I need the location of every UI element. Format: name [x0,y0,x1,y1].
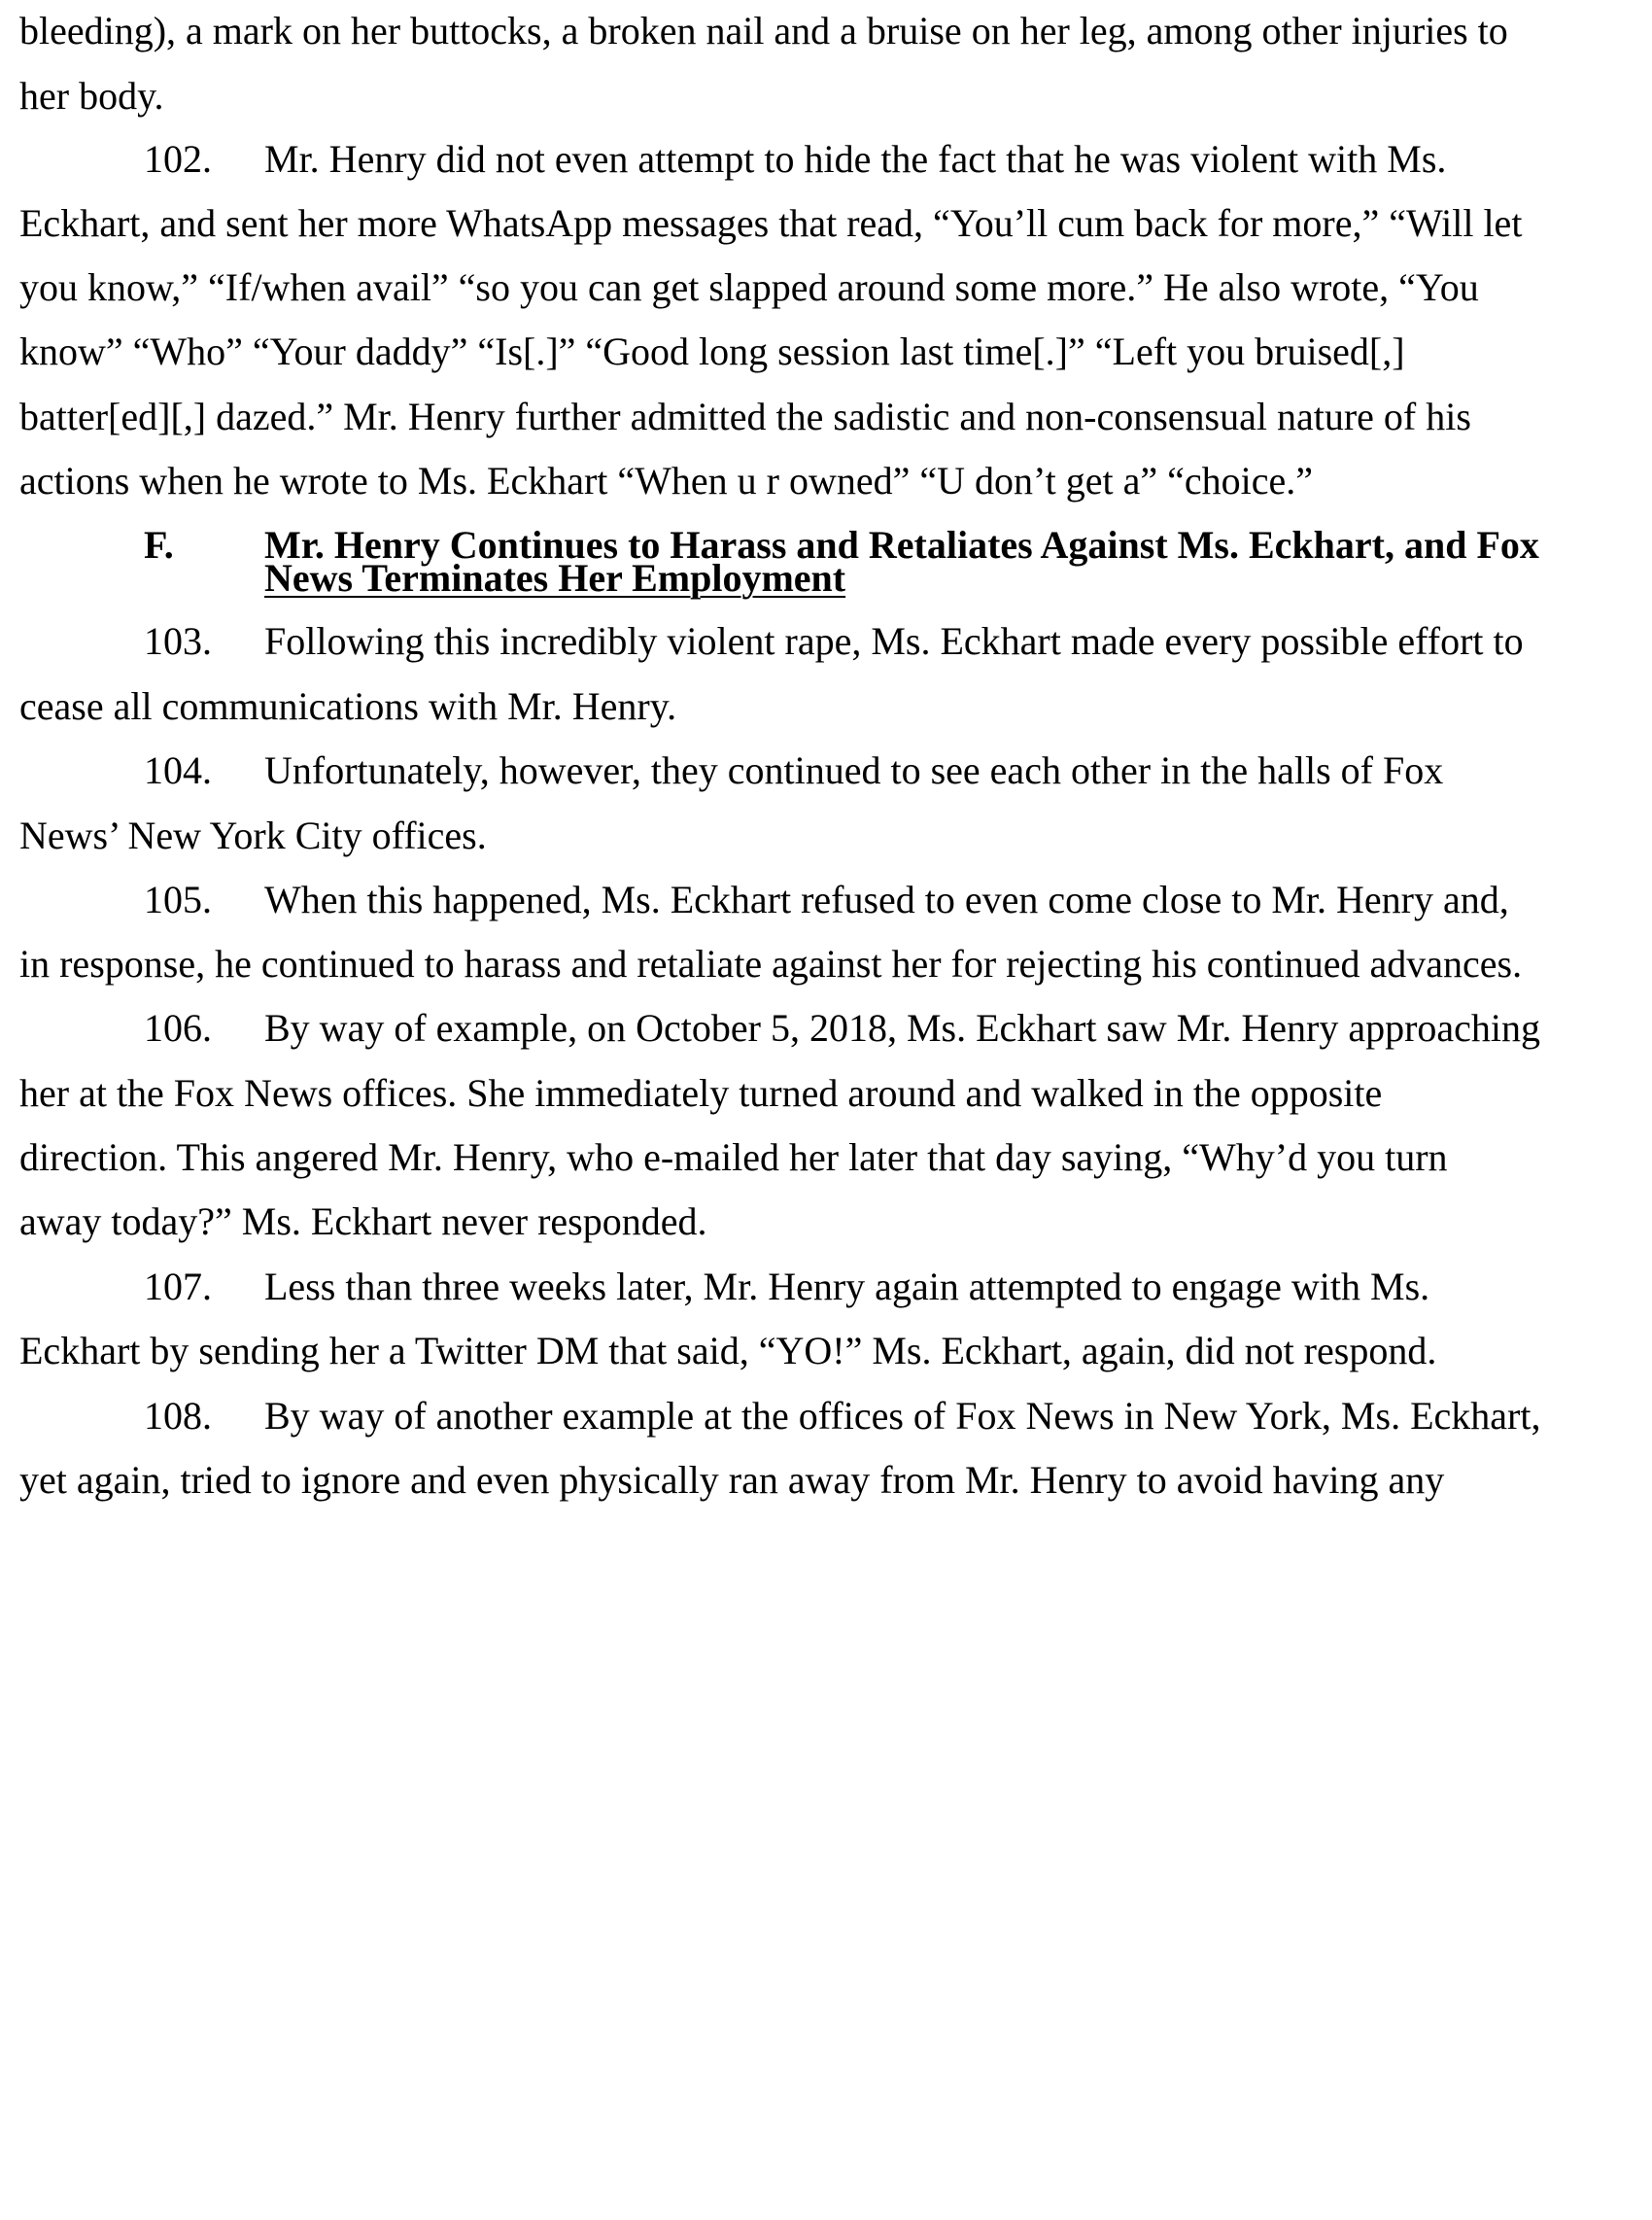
paragraph-line: yet again, tried to ignore and even physically ran away from Mr. Henry to avoid having any [19,1458,1445,1502]
paragraph-line: you know,” “If/when avail” “so you can get slapped around some more.” He also wrote, “You [19,265,1479,309]
paragraph-number: 107. [144,1265,212,1308]
section-letter: F. [144,523,174,567]
paragraph-line: direction. This angered Mr. Henry, who e-mailed her later that day saying, “Why’d you turn [19,1135,1448,1179]
paragraph-line: Mr. Henry did not even attempt to hide the fact that he was violent with Ms. [264,137,1447,181]
paragraph-line: actions when he wrote to Ms. Eckhart “When u r owned” “U don’t get a” “choice.” [19,459,1313,503]
paragraph-line: away today?” Ms. Eckhart never responded. [19,1199,707,1243]
paragraph-line: Eckhart by sending her a Twitter DM that said, “YO!” Ms. Eckhart, again, did not respond. [19,1329,1437,1372]
section-heading-line: Mr. Henry Continues to Harass and Retaliates Against Ms. Eckhart, and Fox [264,523,1539,567]
paragraph-line: Following this incredibly violent rape, Ms. Eckhart made every possible effort to [264,619,1524,663]
paragraph-number: 106. [144,1006,212,1050]
paragraph-line: Unfortunately, however, they continued to see each other in the halls of Fox [264,748,1444,792]
paragraph-line: bleeding), a mark on her buttocks, a broken nail and a bruise on her leg, among other injuries to [19,9,1508,52]
paragraph-line: News’ New York City offices. [19,814,487,857]
paragraph-line: cease all communications with Mr. Henry. [19,684,677,728]
paragraph-line: know” “Who” “Your daddy” “Is[.]” “Good long session last time[.]” “Left you bruised[,] [19,330,1405,373]
paragraph-line: Eckhart, and sent her more WhatsApp messages that read, “You’ll cum back for more,” “Will let [19,201,1523,245]
paragraph-line: batter[ed][,] dazed.” Mr. Henry further admitted the sadistic and non-consensual nature of his [19,395,1471,438]
paragraph-line: her at the Fox News offices. She immediately turned around and walked in the opposite [19,1071,1383,1115]
paragraph-number: 103. [144,619,212,663]
section-heading-line: News Terminates Her Employment [264,556,846,600]
paragraph-line: her body. [19,74,164,118]
paragraph-line: By way of example, on October 5, 2018, Ms. Eckhart saw Mr. Henry approaching [264,1006,1541,1050]
paragraph-number: 104. [144,748,212,792]
paragraph-line: in response, he continued to harass and retaliate against her for rejecting his continued advances. [19,942,1523,986]
paragraph-line: When this happened, Ms. Eckhart refused to even come close to Mr. Henry and, [264,878,1509,921]
paragraph-line: By way of another example at the offices of Fox News in New York, Ms. Eckhart, [264,1394,1541,1438]
paragraph-number: 108. [144,1394,212,1438]
paragraph-line: Less than three weeks later, Mr. Henry again attempted to engage with Ms. [264,1265,1430,1308]
paragraph-number: 105. [144,878,212,921]
paragraph-number: 102. [144,137,212,181]
